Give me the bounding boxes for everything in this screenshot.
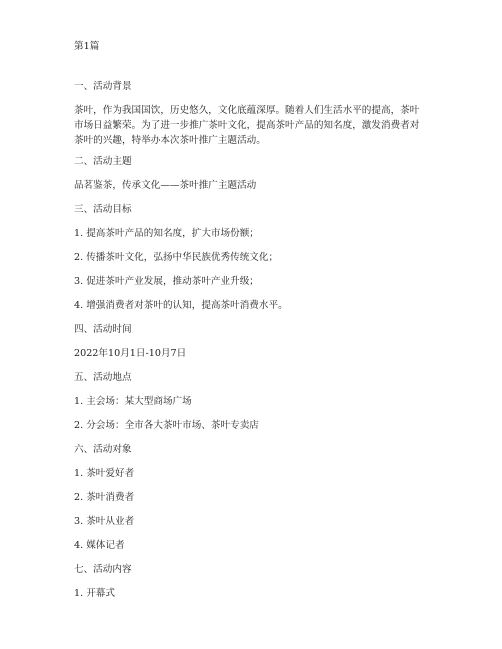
goal-item-3: 3. 促进茶叶产业发展，推动茶叶产业升级； (74, 276, 259, 287)
audience-item-3: 3. 茶叶从业者 (74, 516, 135, 527)
document-title: 第1篇 (74, 41, 100, 52)
goal-item-1: 1. 提高茶叶产品的知名度，扩大市场份额； (74, 228, 259, 239)
section-heading-goals: 三、活动目标 (74, 204, 132, 215)
section-heading-time: 四、活动时间 (74, 324, 132, 335)
location-item-1: 1. 主会场：某大型商场广场 (74, 396, 192, 407)
content-item-1: 1. 开幕式 (74, 588, 115, 599)
goal-item-4: 4. 增强消费者对茶叶的认知，提高茶叶消费水平。 (74, 300, 288, 311)
theme-text: 品茗鉴茶，传承文化——茶叶推广主题活动 (74, 180, 257, 191)
location-item-2: 2. 分会场：全市各大茶叶市场、茶叶专卖店 (74, 420, 259, 431)
section-heading-theme: 二、活动主题 (74, 156, 132, 167)
section-heading-content: 七、活动内容 (74, 564, 132, 575)
background-paragraph-line-1: 茶叶，作为我国国饮，历史悠久，文化底蕴深厚。随着人们生活水平的提高，茶叶 (74, 105, 420, 116)
section-heading-location: 五、活动地点 (74, 372, 132, 383)
section-heading-background: 一、活动背景 (74, 81, 132, 92)
audience-item-4: 4. 媒体记者 (74, 540, 125, 551)
time-text: 2022年10月1日-10月7日 (74, 348, 187, 359)
audience-item-2: 2. 茶叶消费者 (74, 492, 135, 503)
background-paragraph-line-2: 市场日益繁荣。为了进一步推广茶叶文化，提高茶叶产品的知名度，激发消费者对 (74, 120, 420, 131)
goal-item-2: 2. 传播茶叶文化，弘扬中华民族优秀传统文化； (74, 252, 279, 263)
audience-item-1: 1. 茶叶爱好者 (74, 468, 135, 479)
section-heading-audience: 六、活动对象 (74, 444, 132, 455)
background-paragraph-line-3: 茶叶的兴趣，特举办本次茶叶推广主题活动。 (74, 135, 266, 146)
